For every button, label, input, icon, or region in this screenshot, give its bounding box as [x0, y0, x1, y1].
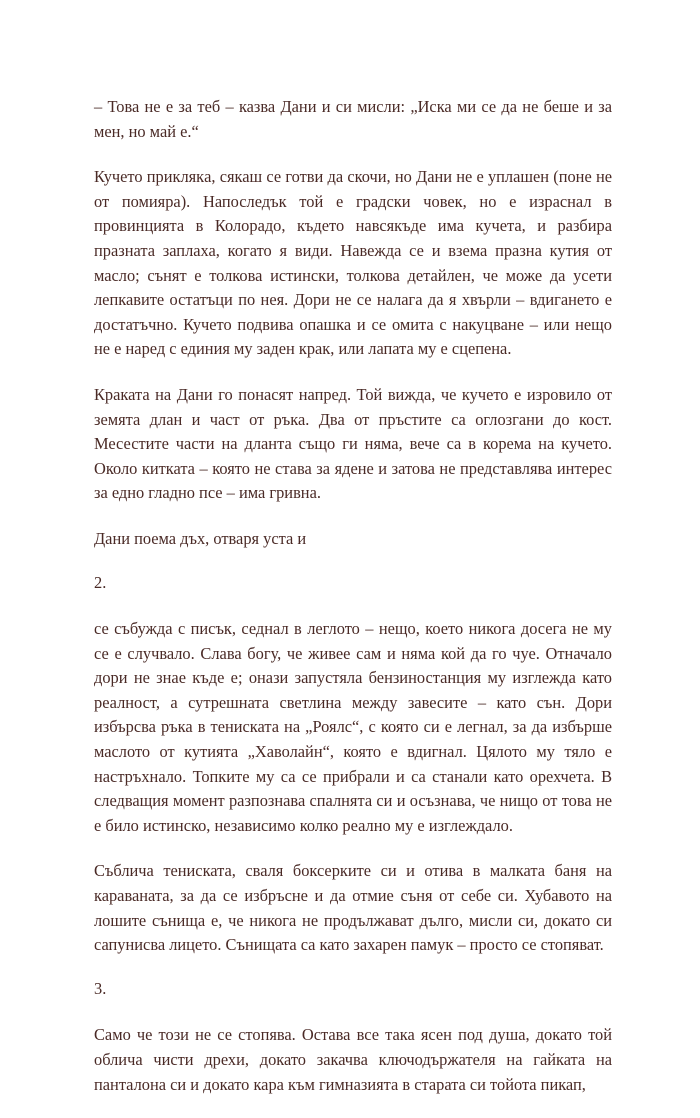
document-body [94, 95, 612, 1118]
paragraph: Краката на Дани го понасят напред. Той вижда, че кучето е изровило от земята длан и част от ръка. Два от пръстите са оглозгани до кост. Месестите части на дланта също ги няма, вече са в корема на кучето. Около китката – която не става за ядене и затова не представлява интерес за едно гладно псе – има гривна. [94, 384, 612, 503]
paragraph: Съблича тениската, сваля боксерките си и отива в малката баня на караваната, за да се избръсне и да отмие съня от себе си. Хубавото на лошите сънища е, че никога не продължават дълго, мисли си, докато си сапунисва лицето. Сънищата са като захарен памук – просто се стопяват. [94, 861, 612, 955]
paragraph: Дани поема дъх, отваря уста и [94, 528, 307, 548]
section-number-2: 2. [94, 572, 107, 592]
paragraph: – Това не е за теб – казва Дани и си мисли: „Иска ми се да не беше и за мен, но май е.“ [94, 97, 612, 141]
paragraph: Кучето приклякa, сякаш се готви да скочи, но Дани не е уплашен (поне не от помияра). Напоследък той е градски човек, но е израснал в провинцията в Колорадо, където навсякъде има кучета, и разбира празната заплаха, когато я види. Навежда се и взема празна кутия от масло; сънят е толкова истински, толкова детайлен, че може да усети лепкавите остатъци по нея. Дори не се налага да я хвърли – вдигането е достатъчно. Кучето подвива опашка и се омита с накуцване – или нещо не е наред с единия му заден крак, или лапата му е сцепена. [94, 167, 612, 359]
paragraph: Само че този не се стопява. Остава все така ясен под душа, докато той облича чисти дрехи, докато закачва ключодържателя на гайката на панталона си и докато кара към гимназията в старата си тойота пикап, [94, 1025, 612, 1094]
paragraph: се събужда с писък, седнал в леглото – нещо, което никога досега не му се е случвало. Слава богу, че живее сам и няма кой да го чуе. Отначало дори не знае къде е; онази запустяла бензиностанция му изглежда като реалност, а сутрешната светлина между завесите – като сън. Дори избърсва ръка в тениската на „Роялс“, с която си е легнал, за да избърше маслото от кутията „Хаволайн“, която е вдигнал. Цялото му тяло е настръхнало. Топките му са се прибрали и са станали като орехчета. В следващия момент разпознава спалнята си и осъзнава, че нищо от това не е било истинско, независимо колко реално му е изглеждало. [94, 619, 612, 835]
section-number-3: 3. [94, 978, 107, 998]
